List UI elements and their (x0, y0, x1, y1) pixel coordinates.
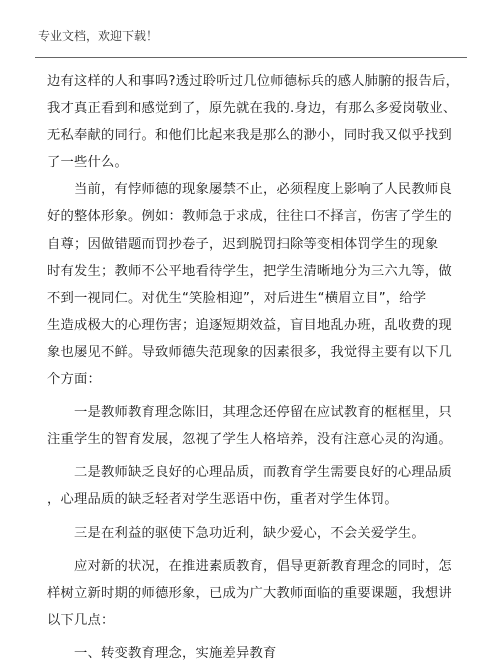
paragraph (47, 640, 457, 667)
text-line: 了一些什么。 (47, 155, 128, 171)
text-line: 注重学生的智育发展，忽视了学生人格培养，没有注意心灵的沟通。 (47, 432, 452, 448)
text-line: 我才真正看到和感觉到了，原先就在我的.身边，有那么多爱岗敬业、 (47, 101, 457, 117)
text-line: 三是在利益的驱使下急功近利，缺少爱心，不会关爱学生。 (47, 525, 425, 541)
paragraph (47, 68, 460, 176)
paragraph (47, 176, 457, 393)
text-line: 好的整体形象。例如：教师急于求成，往往口不择言，伤害了学生的 (47, 209, 452, 225)
text-line: 当前，有悖师德的现象屡禁不止，必须程度上影响了人民教师良 (47, 182, 452, 198)
text-line: 样树立新时期的师德形象，已成为广大教师面临的重要课题，我想讲 (47, 585, 452, 601)
text-line: 无私奉献的同行。和他们比起来我是那么的渺小，同时我又似乎找到 (47, 128, 452, 144)
page-header: 专业文档，欢迎下载！ (38, 29, 159, 43)
text-line: 时有发生；教师不公平地看待学生，把学生清晰地分为三六九等，做 (47, 263, 452, 279)
paragraph (47, 520, 457, 547)
paragraph (47, 399, 457, 453)
text-line: 生造成极大的心理伤害；追逐短期效益，盲目地乱办班，乱收费的现 (47, 317, 452, 333)
text-line: 个方面： (47, 372, 101, 388)
text-line: 以下几点： (47, 612, 115, 628)
text-line: ，心理品质的缺乏轻者对学生恶语中伤，重者对学生体罚。 (47, 492, 398, 508)
document-body (47, 68, 460, 667)
text-line: 象也屡见不鲜。导致师德失范现象的因素很多，我觉得主要有以下几 (47, 344, 452, 360)
text-line: 一、转变教育理念，实施差异教育 (47, 645, 277, 661)
text-line: 应对新的状况，在推进素质教育，倡导更新教育理念的同时，怎 (47, 558, 452, 574)
text-line: 自尊；因做错题而罚抄卷子，迟到脱罚扫除等变相体罚学生的现象 (47, 236, 439, 252)
text-line: 一是教师教育理念陈旧，其理念还停留在应试教育的框框里，只 (47, 405, 452, 421)
text-line: 不到一视同仁。对优生“笑脸相迎”，对后进生“横眉立目”，给学 (47, 290, 427, 306)
header-divider (35, 57, 467, 58)
text-line: 边有这样的人和事吗?透过聆听过几位师德标兵的感人肺腑的报告后， (47, 74, 460, 89)
paragraph (47, 459, 457, 513)
paragraph (47, 553, 457, 634)
text-line: 二是教师缺乏良好的心理品质，而教育学生需要良好的心理品质 (47, 465, 452, 481)
